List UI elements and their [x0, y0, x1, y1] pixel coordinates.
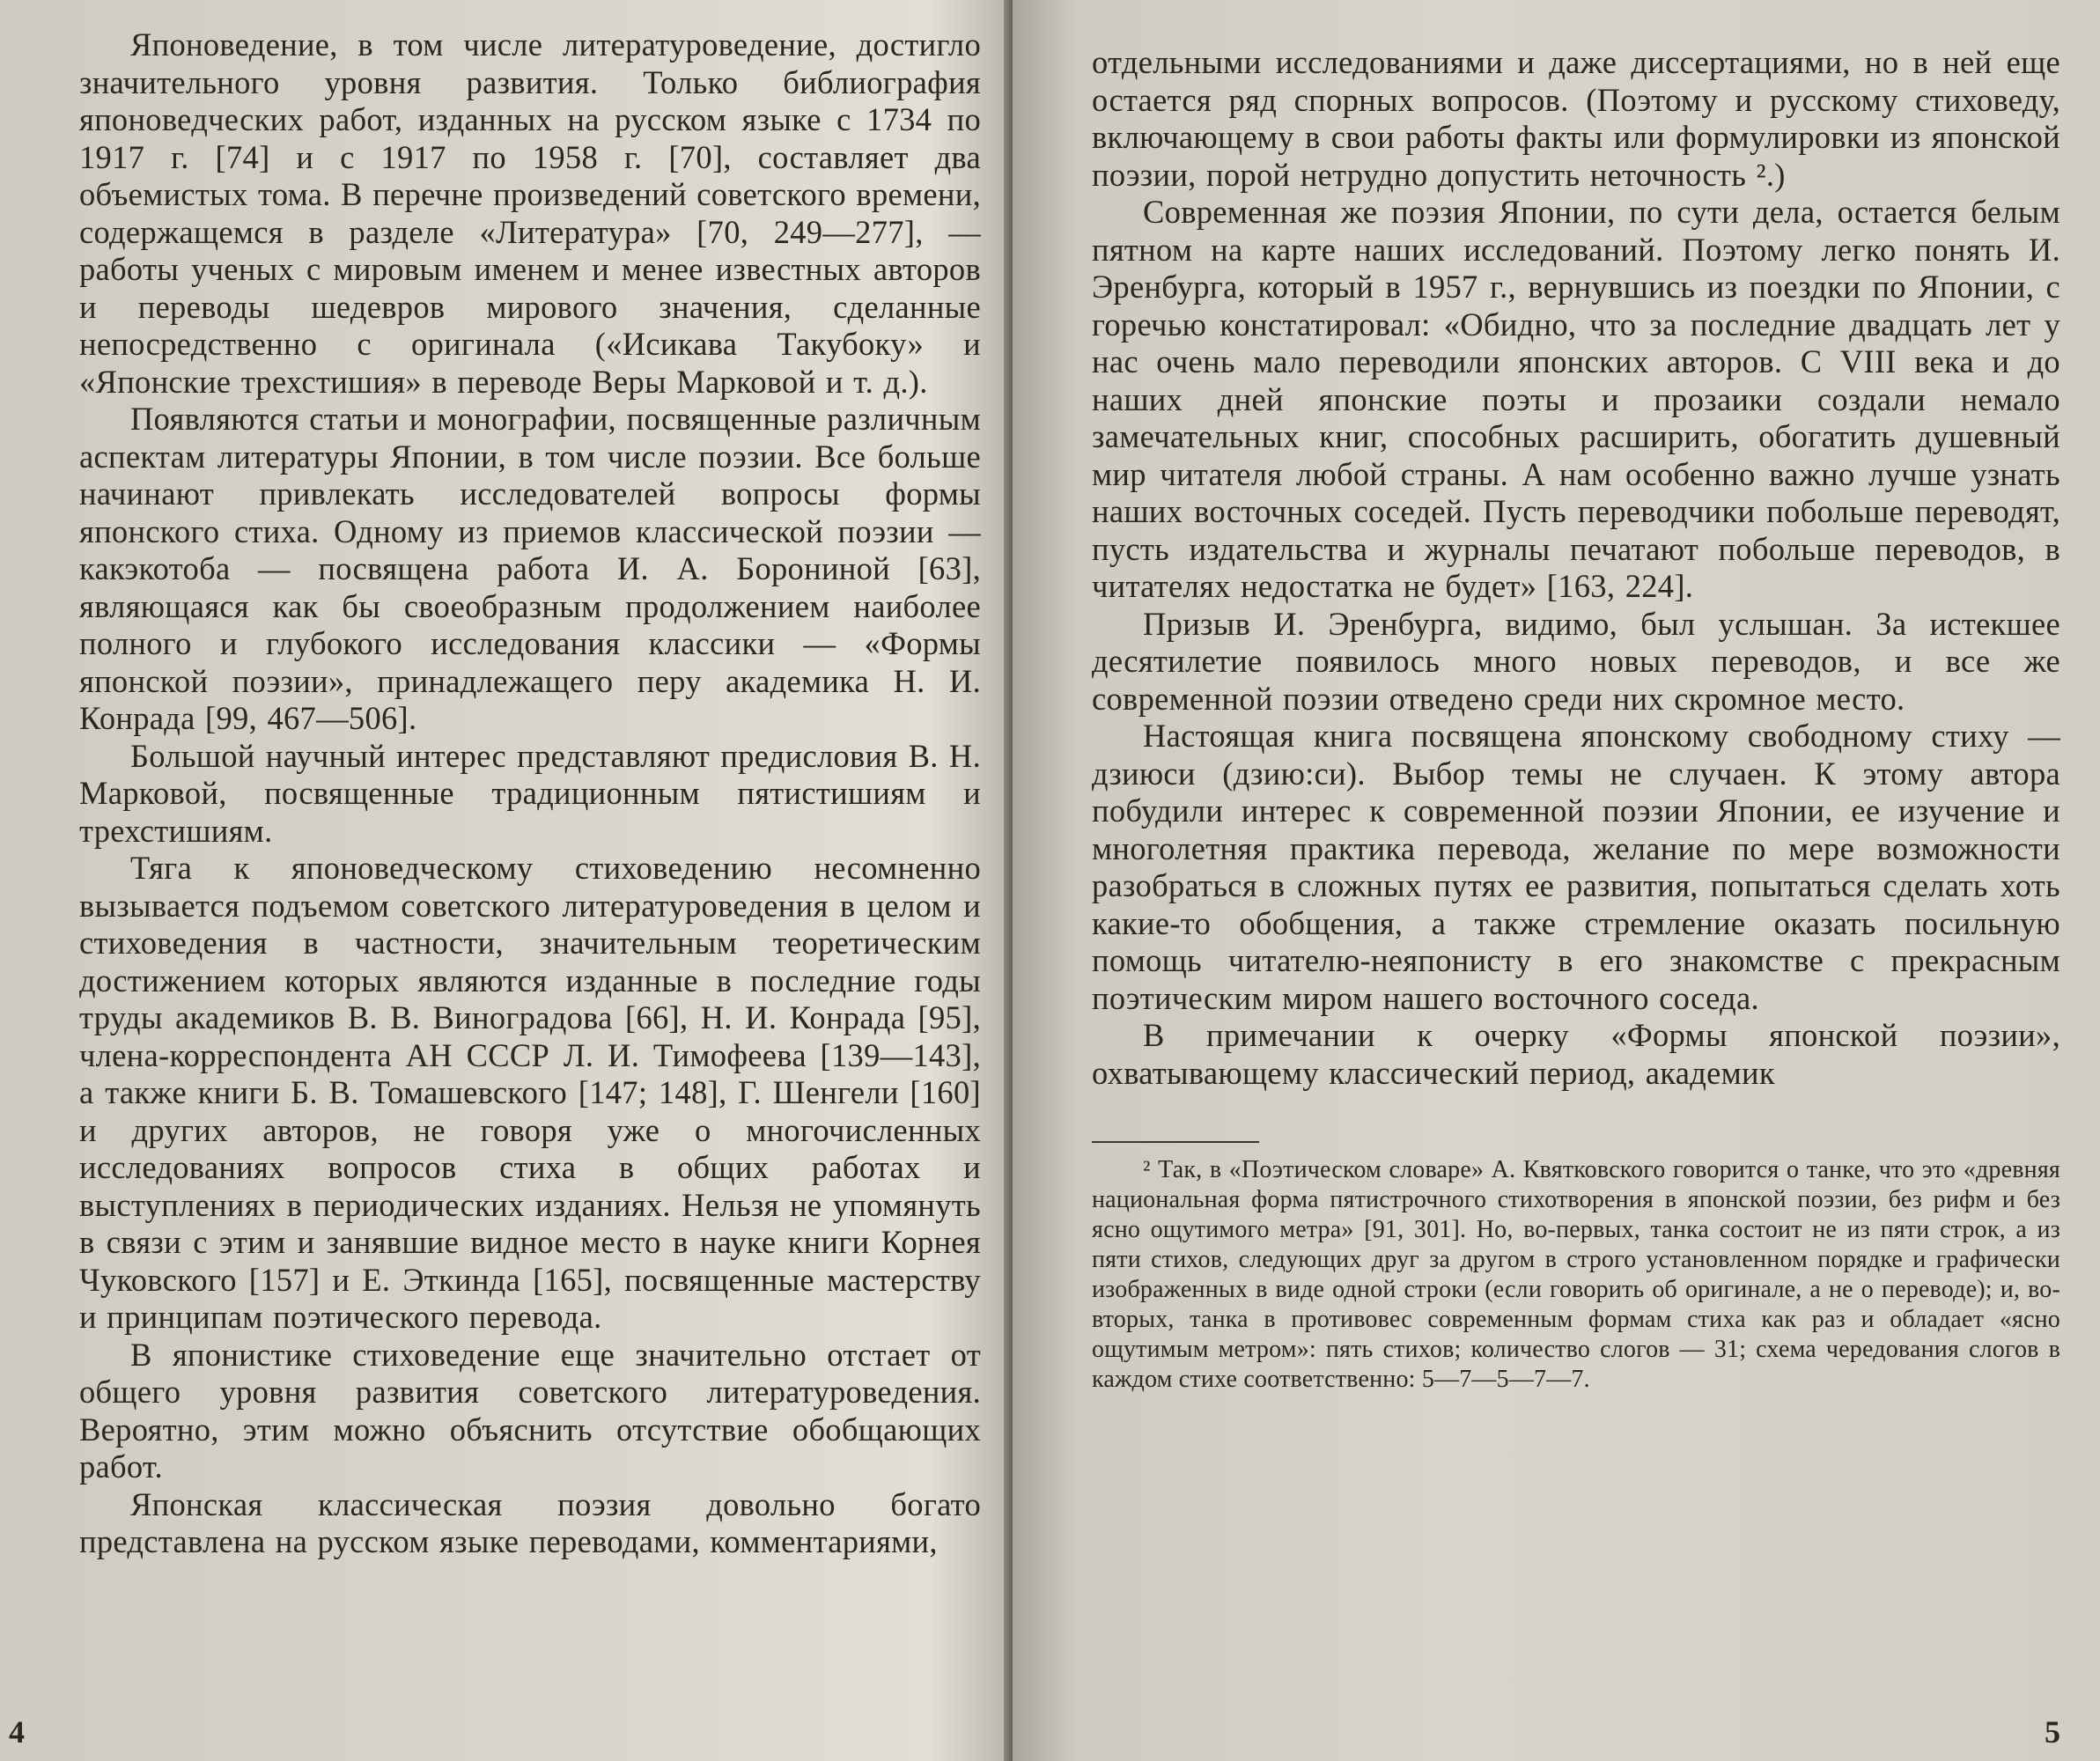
- left-page-text: [79, 26, 981, 1561]
- right-page: [1013, 0, 2100, 1761]
- footnote-divider: [1092, 1141, 1259, 1143]
- paragraph: Большой научный интерес представляют предисловия В. Н. Марковой, посвященные традиционным пятистишиям и трехстишиям.: [79, 737, 981, 849]
- paragraph: Тяга к японоведческому стиховедению несомненно вызывается подъемом советского литературоведения в целом и стиховедения в частности, значительным теоретическим достижением которых являются изданные в последние годы труды академиков В. В. Виноградова [66], Н. И. Конрада [95], члена-корреспондента АН СССР Л. И. Тимофеева [139—143], а также книги Б. В. Томашевского [147; 148], Г. Шенгели [160] и других авторов, не говоря уже о многочисленных исследованиях вопросов стиха в общих работах и выступлениях в периодических изданиях. Нельзя не упомянуть в связи с этим и занявшие видное место в науке книги Корнея Чуковского [157] и Е. Эткинда [165], посвященные мастерству и принципам поэтического перевода.: [79, 850, 981, 1335]
- footnotes: [1092, 1155, 2060, 1395]
- paragraph: Японская классическая поэзия довольно богато представлена на русском языке переводами, комментариями,: [79, 1485, 981, 1559]
- paragraph: Призыв И. Эренбурга, видимо, был услышан. За истекшее десятилетие появилось много новых переводов, и все же современной поэзии отведено среди них скромное место.: [1092, 605, 2060, 717]
- footnote-2: ² Так, в «Поэтическом словаре» А. Квятковского говорится о танке, что это «древняя национальная форма пятистрочного стихотворения в японской поэзии, без рифм и без ясно ощутимого метра» [91, 301]. Но, во-первых, танка состоит не из пяти строк, а из пяти стихов, следующих друг за другом в строго установленном порядке и графически изображенных в виде одной строки (если говорить об оригинале, а не о переводе); и, во-вторых, танка в противовес современным формам стиха как раз и обладает «ясно ощутимым метром»: пять стихов; количество слогов — 31; схема чередования слогов в каждом стихе соответственно: 5—7—5—7—7.: [1092, 1156, 2060, 1393]
- paragraph: Современная же поэзия Японии, по сути дела, остается белым пятном на карте наших исследований. Поэтому легко понять И. Эренбурга, который в 1957 г., вернувшись из поездки по Японии, с горечью констатировал: «Обидно, что за последние двадцать лет у нас очень мало переводили японских авторов. С VIII века и до наших дней японские поэты и прозаики создали немало замечательных книг, способных расширить, обогатить душевный мир читателя любой страны. А нам особенно важно лучше узнать наших восточных соседей. Пусть переводчики побольше переводят, пусть издательства и журналы печатают побольше переводов, в читателях недостатка не будет» [163, 224].: [1092, 194, 2060, 604]
- left-page: [0, 0, 1013, 1761]
- page-number-right: 5: [2045, 1714, 2060, 1750]
- page-number-left: 4: [9, 1714, 25, 1750]
- paragraph: Настоящая книга посвящена японскому свободному стиху — дзиюси (дзию:си). Выбор темы не случаен. К этому автора побудили интерес к современной поэзии Японии, ее изучение и многолетняя практика перевода, желание по мере возможности разобраться в сложных путях ее развития, попытаться сделать хоть какие-то обобщения, а также стремление оказать посильную помощь читателю-неяпонисту в его знакомстве с прекрасным поэтическим миром нашего восточного соседа.: [1092, 718, 2060, 1016]
- paragraph: В примечании к очерку «Формы японской поэзии», охватывающему классический период, академик: [1092, 1017, 2060, 1091]
- right-page-text: [1092, 44, 2060, 1092]
- paragraph: Японоведение, в том числе литературоведение, достигло значительного уровня развития. Только библиография японоведческих работ, изданных на русском языке с 1734 по 1917 г. [74] и с 1917 по 1958 г. [70], составляет два объемистых тома. В перечне произведений советского времени, содержащемся в разделе «Литература» [70, 249—277], — работы ученых с мировым именем и менее известных авторов и переводы шедевров мирового значения, сделанные непосредственно с оригинала («Исикава Такубоку» и «Японские трехстишия» в переводе Веры Марковой и т. д.).: [79, 26, 981, 400]
- paragraph: Появляются статьи и монографии, посвященные различным аспектам литературы Японии, в том числе поэзии. Все больше начинают привлекать исследователей вопросы формы японского стиха. Одному из приемов классической поэзии — какэкотоба — посвящена работа И. А. Борониной [63], являющаяся как бы своеобразным продолжением наиболее полного и глубокого исследования классики — «Формы японской поэзии», принадлежащего перу академика Н. И. Конрада [99, 467—506].: [79, 401, 981, 736]
- paragraph: В японистике стиховедение еще значительно отстает от общего уровня развития советского литературоведения. Вероятно, этим можно объяснить отсутствие обобщающих работ.: [79, 1336, 981, 1485]
- paragraph: отдельными исследованиями и даже диссертациями, но в ней еще остается ряд спорных вопросов. (Поэтому и русскому стиховеду, включающему в свои работы факты или формулировки из японской поэзии, порой нетрудно допустить неточность ².): [1092, 44, 2060, 193]
